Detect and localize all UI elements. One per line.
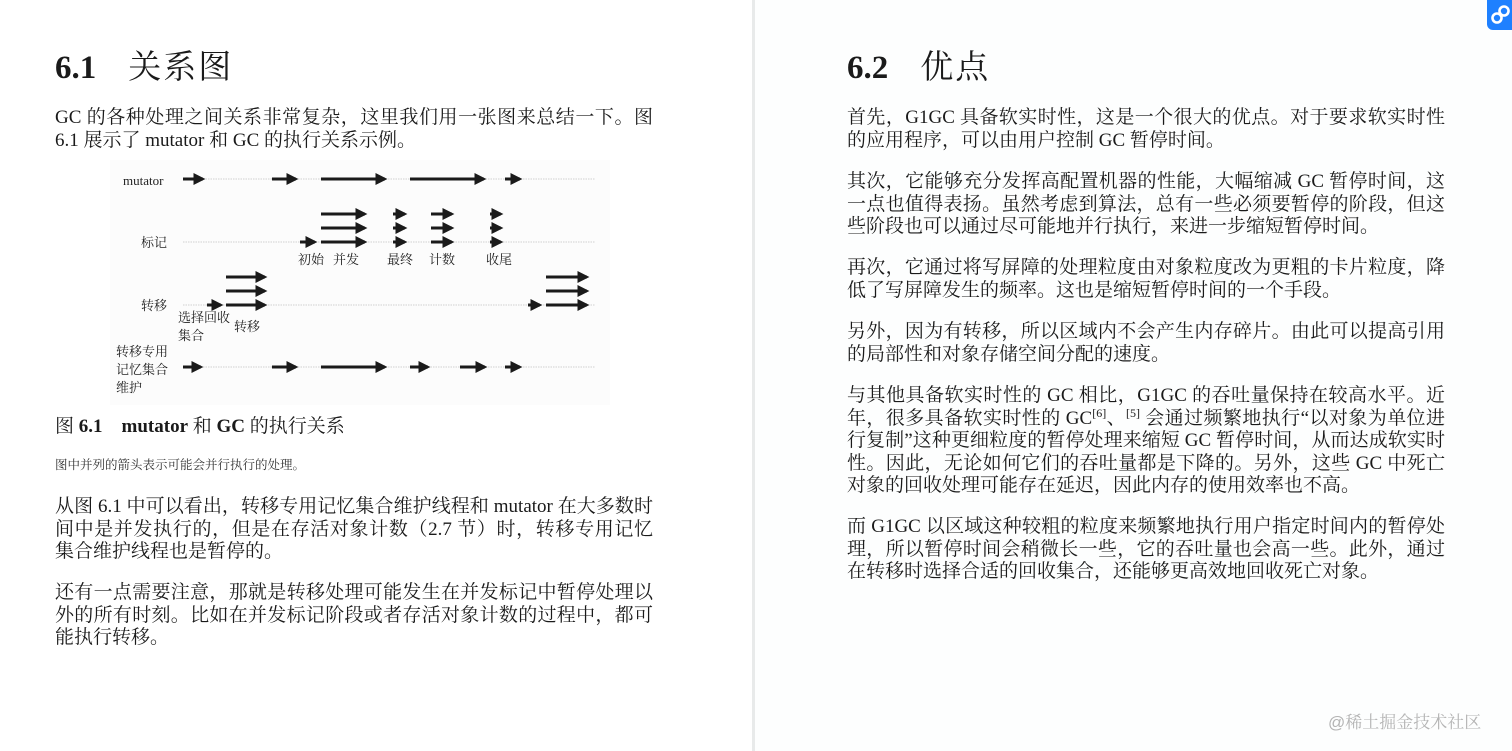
- caption-and: 和: [192, 416, 212, 437]
- watermark: @稀土掘金技术社区: [1328, 713, 1482, 732]
- section-title: 关系图: [128, 50, 234, 86]
- figure-note: 图中并列的箭头表示可能会并行执行的处理。: [55, 458, 306, 472]
- phase-label-concurrent: 并发: [333, 252, 360, 267]
- evac-label-select-line2: 集合: [178, 328, 205, 343]
- figure-6-1-diagram: [110, 160, 610, 405]
- caption-gc: GC: [216, 416, 246, 437]
- caption-suffix: 的执行关系: [249, 416, 345, 437]
- right-paragraph-1: 首先，G1GC 具备软实时性，这是一个很大的优点。对于要求软实时性的应用程序，可以由用户控制 GC 暂停时间。: [847, 107, 1445, 151]
- section-heading-6-1: [55, 48, 233, 88]
- citation-5[interactable]: [5]: [1126, 405, 1141, 420]
- phase-label-cleanup: 收尾: [486, 252, 513, 267]
- section-number: 6.1: [55, 50, 97, 86]
- left-paragraph-1: 从图 6.1 中可以看出，转移专用记忆集合维护线程和 mutator 在大多数时间中是并发执行的，但是在存活对象计数（2.7 节）时，转移专用记忆集合维护线程也是暂停的。: [55, 496, 653, 562]
- caption-mutator: mutator: [121, 416, 188, 437]
- row-label-rset-line1: 转移专用: [116, 344, 169, 359]
- link-icon: [1490, 4, 1512, 26]
- row-label-rset-line2: 记忆集合: [116, 362, 169, 377]
- row-label-rset-line3: 维护: [116, 380, 143, 395]
- right-page: [755, 0, 1512, 751]
- phase-label-final: 最终: [387, 252, 414, 267]
- execution-relation-arrows: [110, 160, 610, 405]
- figure-caption: [55, 415, 345, 439]
- right-paragraph-2: 其次，它能够充分发挥高配置机器的性能，大幅缩减 GC 暂停时间，这一点也值得表扬。虽然考虑到算法，总有一些必须要暂停的阶段，但这些阶段也可以通过尽可能地并行执行，来进一步缩短暂停时间。: [847, 171, 1445, 237]
- row-label-mutator: mutator: [123, 173, 164, 188]
- right-paragraph-5: 与其他具备软实时性的 GC 相比，G1GC 的吞吐量保持在较高水平。近年，很多具备软实时性的 GC[6]、[5] 会通过频繁地执行“以对象为单位进行复制”这种更细粒度的暂停处理来缩短 GC 暂停时间，从而达成软实时性。因此，无论如何它们的吞吐量都是下降的。另外，这些 GC 中死亡对象的回收处理可能存在延迟，因此内存的使用效率也不高。: [847, 385, 1445, 496]
- section-heading-6-2: [847, 48, 990, 88]
- intro-paragraph: GC 的各种处理之间关系非常复杂，这里我们用一张图来总结一下。图 6.1 展示了 mutator 和 GC 的执行关系示例。: [55, 107, 653, 151]
- link-badge-button[interactable]: [1487, 0, 1512, 30]
- left-page: [0, 0, 752, 751]
- section-number: 6.2: [847, 50, 889, 86]
- phase-label-initial: 初始: [298, 252, 325, 267]
- citation-6[interactable]: [6]: [1092, 405, 1107, 420]
- right-paragraph-3: 再次，它通过将写屏障的处理粒度由对象粒度改为更粗的卡片粒度，降低了写屏障发生的频率。这也是缩短暂停时间的一个手段。: [847, 257, 1445, 301]
- right-paragraph-6: 而 G1GC 以区域这种较粗的粒度来频繁地执行用户指定时间内的暂停处理，所以暂停时间会稍微长一些，它的吞吐量也会高一些。此外，通过在转移时选择合适的回收集合，还能够更高效地回收死亡对象。: [847, 516, 1445, 582]
- row-label-evacuation: 转移: [141, 298, 168, 313]
- row-label-marking: 标记: [141, 235, 168, 250]
- caption-prefix: 图: [55, 416, 75, 437]
- phase-label-count: 计数: [429, 252, 456, 267]
- caption-number: 6.1: [78, 416, 103, 437]
- section-title: 优点: [920, 50, 991, 86]
- right-paragraph-4: 另外，因为有转移，所以区域内不会产生内存碎片。由此可以提高引用的局部性和对象存储空间分配的速度。: [847, 321, 1445, 365]
- left-paragraph-2: 还有一点需要注意，那就是转移处理可能发生在并发标记中暂停处理以外的所有时刻。比如在并发标记阶段或者存活对象计数的过程中，都可能执行转移。: [55, 582, 653, 648]
- evac-label-select-line1: 选择回收: [178, 310, 231, 325]
- evac-label-evacuate: 转移: [234, 319, 261, 334]
